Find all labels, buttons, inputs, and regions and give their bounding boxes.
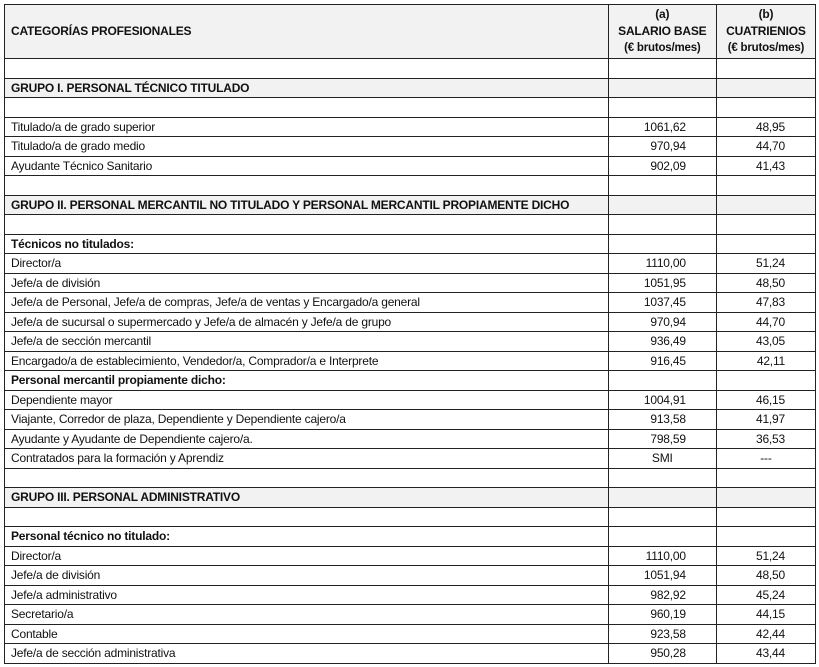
salary-cell: 970,94 (608, 137, 716, 157)
blank-row (5, 98, 816, 118)
category-cell (5, 507, 609, 527)
table-row (5, 351, 816, 371)
category-cell: Jefe/a de división (5, 566, 609, 586)
table-row (5, 137, 816, 157)
category-cell: Titulado/a de grado superior (5, 117, 609, 137)
table-row (5, 410, 816, 430)
table-row (5, 566, 816, 586)
salary-cell: 798,59 (608, 429, 716, 449)
header-category: CATEGORÍAS PROFESIONALES (5, 5, 609, 59)
salary-cell (608, 195, 716, 215)
category-cell: Ayudante y Ayudante de Dependiente cajero/a. (5, 429, 609, 449)
table-row (5, 156, 816, 176)
header-salary-note: (a) (655, 7, 670, 21)
cuatrienios-cell (716, 176, 815, 196)
header-salary-label: SALARIO BASE (618, 24, 707, 38)
salary-cell (608, 78, 716, 98)
salary-cell: 970,94 (608, 312, 716, 332)
table-row (5, 624, 816, 644)
salary-cell: 1037,45 (608, 293, 716, 313)
cuatrienios-cell (716, 507, 815, 527)
salary-cell: 902,09 (608, 156, 716, 176)
blank-row (5, 59, 816, 79)
cuatrienios-cell: 36,53 (716, 429, 815, 449)
salary-cell (608, 371, 716, 391)
blank-row (5, 176, 816, 196)
table-row (5, 273, 816, 293)
salary-cell (608, 215, 716, 235)
category-cell: Encargado/a de establecimiento, Vendedor/a, Comprador/a e Interprete (5, 351, 609, 371)
category-cell: GRUPO III. PERSONAL ADMINISTRATIVO (5, 488, 609, 508)
category-cell: Dependiente mayor (5, 390, 609, 410)
salary-cell (608, 468, 716, 488)
salary-cell: 913,58 (608, 410, 716, 430)
table-row (5, 332, 816, 352)
category-cell (5, 176, 609, 196)
salary-cell (608, 234, 716, 254)
blank-row (5, 468, 816, 488)
category-cell: Jefe/a administrativo (5, 585, 609, 605)
salary-cell: 1110,00 (608, 254, 716, 274)
category-cell: Titulado/a de grado medio (5, 137, 609, 157)
salary-cell: 982,92 (608, 585, 716, 605)
salary-cell: 923,58 (608, 624, 716, 644)
table-row (5, 293, 816, 313)
subgroup-header-row (5, 234, 816, 254)
category-cell: Jefe/a de Personal, Jefe/a de compras, Jefe/a de ventas y Encargado/a general (5, 293, 609, 313)
header-salary (608, 5, 716, 59)
table-row (5, 254, 816, 274)
category-cell: Contable (5, 624, 609, 644)
cuatrienios-cell: 44,70 (716, 137, 815, 157)
category-cell: Ayudante Técnico Sanitario (5, 156, 609, 176)
group-header-row (5, 78, 816, 98)
cuatrienios-cell (716, 371, 815, 391)
salary-cell: 1061,62 (608, 117, 716, 137)
cuatrienios-cell: 43,44 (716, 644, 815, 664)
group-header-row (5, 488, 816, 508)
category-cell (5, 59, 609, 79)
salary-cell: 1110,00 (608, 546, 716, 566)
cuatrienios-cell (716, 215, 815, 235)
cuatrienios-cell: 48,50 (716, 566, 815, 586)
table-row (5, 429, 816, 449)
category-cell: Jefe/a de sucursal o supermercado y Jefe/a de almacén y Jefe/a de grupo (5, 312, 609, 332)
category-cell: Jefe/a de sección administrativa (5, 644, 609, 664)
cuatrienios-cell (716, 488, 815, 508)
salary-cell: 1051,94 (608, 566, 716, 586)
header-cuat-unit: (€ brutos/mes) (727, 42, 805, 54)
table-row (5, 117, 816, 137)
table-header-row (5, 5, 816, 59)
group-header-row (5, 195, 816, 215)
salary-table (4, 4, 816, 664)
cuatrienios-cell (716, 195, 815, 215)
salary-cell: 1051,95 (608, 273, 716, 293)
category-cell: Jefe/a de división (5, 273, 609, 293)
category-cell: Secretario/a (5, 605, 609, 625)
category-cell (5, 468, 609, 488)
category-cell (5, 98, 609, 118)
table-row (5, 449, 816, 469)
cuatrienios-cell: 48,95 (716, 117, 815, 137)
cuatrienios-cell: 46,15 (716, 390, 815, 410)
cuatrienios-cell: 42,44 (716, 624, 815, 644)
salary-cell (608, 507, 716, 527)
cuatrienios-cell (716, 468, 815, 488)
cuatrienios-cell: 44,70 (716, 312, 815, 332)
salary-cell: 960,19 (608, 605, 716, 625)
cuatrienios-cell (716, 98, 815, 118)
category-cell: Contratados para la formación y Aprendiz (5, 449, 609, 469)
header-cuatrienios (716, 5, 815, 59)
category-cell: Viajante, Corredor de plaza, Dependiente y Dependiente cajero/a (5, 410, 609, 430)
blank-row (5, 507, 816, 527)
salary-cell (608, 98, 716, 118)
salary-cell: 936,49 (608, 332, 716, 352)
header-cuat-label: CUATRIENIOS (726, 24, 806, 38)
salary-cell: SMI (608, 449, 716, 469)
salary-cell: 950,28 (608, 644, 716, 664)
cuatrienios-cell: --- (716, 449, 815, 469)
category-cell: Personal mercantil propiamente dicho: (5, 371, 609, 391)
category-cell: Personal técnico no titulado: (5, 527, 609, 547)
subgroup-header-row (5, 371, 816, 391)
salary-cell (608, 176, 716, 196)
cuatrienios-cell: 51,24 (716, 546, 815, 566)
category-cell: Técnicos no titulados: (5, 234, 609, 254)
cuatrienios-cell: 48,50 (716, 273, 815, 293)
table-row (5, 390, 816, 410)
cuatrienios-cell (716, 59, 815, 79)
table-row (5, 585, 816, 605)
category-cell (5, 215, 609, 235)
blank-row (5, 215, 816, 235)
cuatrienios-cell: 41,43 (716, 156, 815, 176)
table-row (5, 605, 816, 625)
table-row (5, 312, 816, 332)
subgroup-header-row (5, 527, 816, 547)
cuatrienios-cell (716, 78, 815, 98)
table-row (5, 546, 816, 566)
category-cell: GRUPO I. PERSONAL TÉCNICO TITULADO (5, 78, 609, 98)
header-salary-unit: (€ brutos/mes) (624, 42, 701, 54)
salary-cell: 1004,91 (608, 390, 716, 410)
salary-cell (608, 488, 716, 508)
cuatrienios-cell: 44,15 (716, 605, 815, 625)
cuatrienios-cell (716, 527, 815, 547)
cuatrienios-cell: 43,05 (716, 332, 815, 352)
cuatrienios-cell: 47,83 (716, 293, 815, 313)
cuatrienios-cell: 45,24 (716, 585, 815, 605)
salary-cell (608, 59, 716, 79)
category-cell: Director/a (5, 546, 609, 566)
category-cell: Jefe/a de sección mercantil (5, 332, 609, 352)
salary-cell: 916,45 (608, 351, 716, 371)
category-cell: GRUPO II. PERSONAL MERCANTIL NO TITULADO Y PERSONAL MERCANTIL PROPIAMENTE DICHO (5, 195, 609, 215)
salary-cell (608, 527, 716, 547)
cuatrienios-cell: 51,24 (716, 254, 815, 274)
cuatrienios-cell (716, 234, 815, 254)
cuatrienios-cell: 41,97 (716, 410, 815, 430)
category-cell: Director/a (5, 254, 609, 274)
header-cuat-note: (b) (758, 7, 774, 21)
cuatrienios-cell: 42,11 (716, 351, 815, 371)
table-row (5, 644, 816, 664)
